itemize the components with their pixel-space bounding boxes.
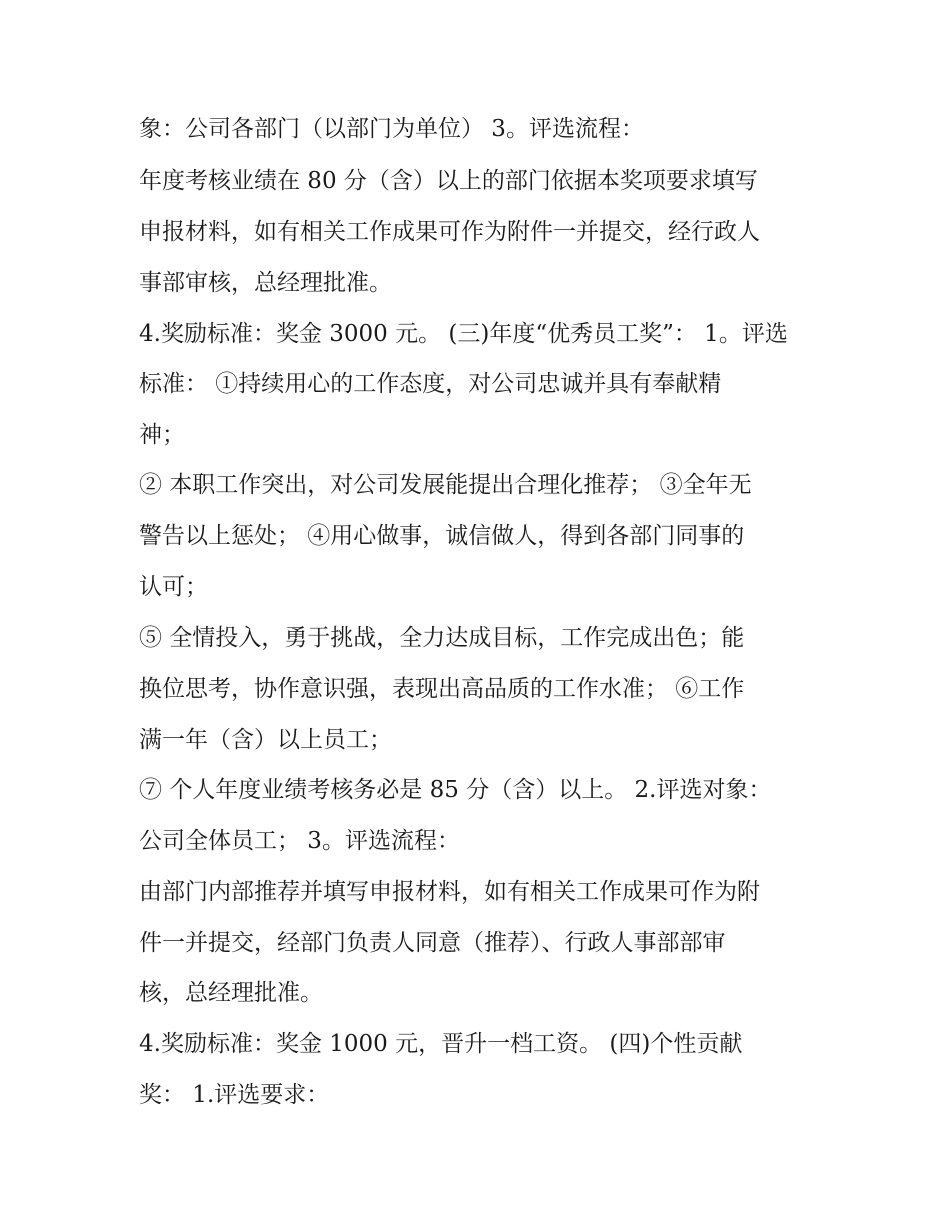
text-line: 事部审核，总经理批准。 [139, 270, 392, 296]
text-line: 公司全体员工； 3。评选流程： [139, 828, 460, 854]
text-line: 年度考核业绩在 80 分（含）以上的部门依据本奖项要求填写 [139, 168, 758, 194]
text-line: ② 本职工作突出，对公司发展能提出合理化推荐； ③全年无 [139, 472, 752, 498]
text-line: 由部门内部推荐并填写申报材料，如有相关工作成果可作为附 [139, 879, 760, 905]
text-line: 奖： 1.评选要求： [139, 1082, 330, 1108]
text-line: 标准： ①持续用心的工作态度，对公司忠诚并具有奉献精 [139, 371, 722, 397]
text-line: 象：公司各部门（以部门为单位） 3。评选流程： [139, 116, 644, 142]
text-line: ⑤ 全情投入，勇于挑战，全力达成目标，工作完成出色；能 [139, 625, 745, 651]
text-line: 申报材料，如有相关工作成果可作为附件一并提交，经行政人 [139, 219, 760, 245]
text-line: 满一年（含）以上员工； [139, 727, 392, 753]
text-line: 神； [139, 422, 185, 448]
text-line: 核，总经理批准。 [139, 980, 323, 1006]
text-line: 警告以上惩处； ④用心做事，诚信做人，得到各部门同事的 [139, 523, 745, 549]
text-line: 4.奖励标准：奖金 1000 元，晋升一档工资。 (四)个性贡献 [139, 1031, 743, 1057]
text-line: 4.奖励标准：奖金 3000 元。 (三)年度“优秀员工奖”： 1。评选 [139, 321, 788, 347]
text-line: 件一并提交，经部门负责人同意（推荐）、行政人事部部审 [139, 930, 726, 956]
text-line: 认可； [139, 574, 208, 600]
text-line: 换位思考，协作意识强，表现出高品质的工作水准； ⑥工作 [139, 676, 745, 702]
text-line: ⑦ 个人年度业绩考核务必是 85 分（含）以上。 2.评选对象： [139, 777, 772, 803]
